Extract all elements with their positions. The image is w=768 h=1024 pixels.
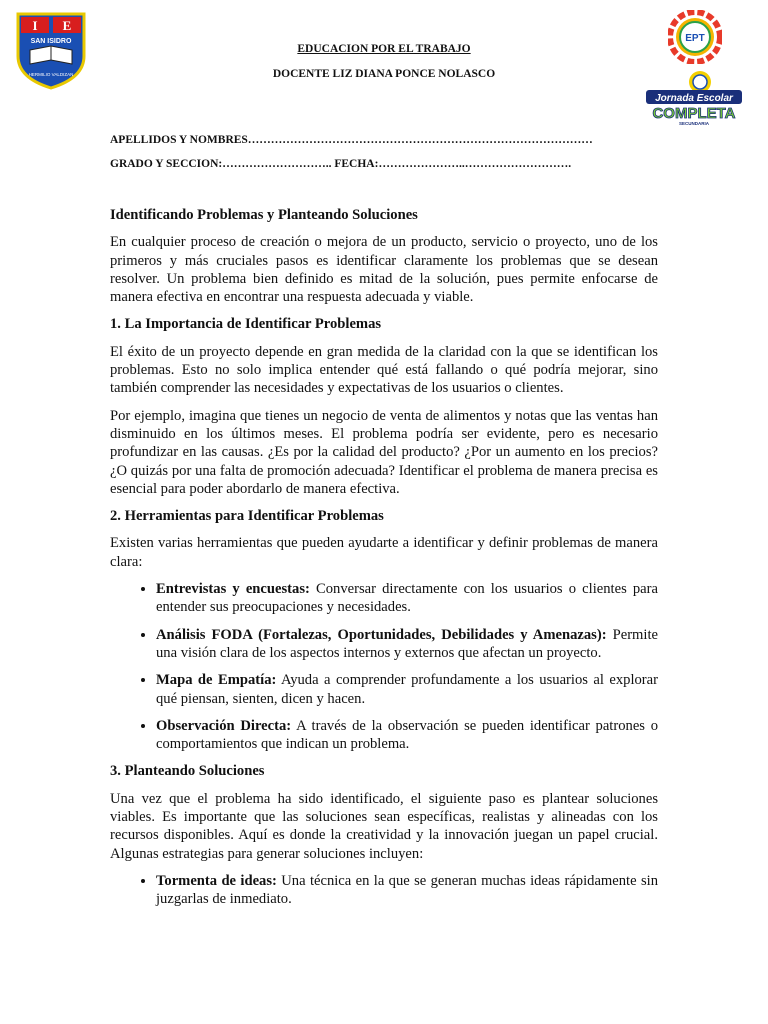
ept-logo	[668, 10, 722, 64]
list-item-head: Observación Directa:	[156, 717, 292, 734]
list-item-head: Entrevistas y encuestas:	[156, 581, 310, 598]
subject-heading: EDUCACION POR EL TRABAJO	[297, 43, 471, 55]
list-item-head: Análisis FODA (Fortalezas, Oportunidades, Debilidades y Amenazas):	[156, 626, 607, 643]
list-item	[156, 626, 658, 663]
tools-list	[110, 580, 658, 753]
list-item	[156, 717, 658, 754]
list-item-text: Permite una visión clara de los aspectos internos y externos que afectan un proyecto.	[156, 626, 658, 661]
intro-paragraph: En cualquier proceso de creación o mejora de un producto, servicio o proyecto, uno de los primeros y más cruciales pasos es identificar claramente los problemas que se desean resolver. Un problema bien definido es mitad de la solución, pues permite enfocarse de manera efectiva en encontrar una respuesta adecuada y viable.	[110, 234, 658, 306]
document-body	[110, 206, 658, 918]
list-item	[156, 872, 658, 909]
jornada-line2: COMPLETA	[652, 105, 736, 122]
crest-school-name: SAN ISIDRO	[30, 38, 72, 45]
strategies-list	[110, 872, 658, 909]
section-2-paragraph: Existen varias herramientas que pueden ayudarte a identificar y definir problemas de manera clara:	[110, 535, 658, 570]
document-title: Identificando Problemas y Planteando Soluciones	[110, 207, 418, 223]
section-1-paragraph: Por ejemplo, imagina que tienes un negocio de venta de alimentos y notas que las ventas han disminuido en los últimos meses. El problema podría ser evidente, pero es necesario profundizar en las causas. ¿Es por la calidad del producto? ¿Por un aumento en los precios? ¿O quizás por una falta de promoción adecuada? Identificar el problema de manera precisa es esencial para poder abordarlo de manera efectiva.	[110, 407, 658, 497]
crest-letter-i: I	[32, 18, 38, 33]
teacher-heading: DOCENTE LIZ DIANA PONCE NOLASCO	[272, 68, 496, 80]
section-1-paragraph: El éxito de un proyecto depende en gran medida de la claridad con la que se identifican los problemas. Esto no solo implica entender qué está fallando o qué podría mejorar, sino también comprender las necesidades y expectativas de los usuarios o clientes.	[110, 343, 658, 397]
list-item-text: Una técnica en la que se generan muchas ideas rápidamente sin juzgarlas de inmediato.	[156, 872, 658, 908]
jornada-line1: Jornada Escolar	[655, 93, 733, 104]
jornada-line3: SECUNDARIA	[678, 121, 710, 126]
section-3-heading: 3. Planteando Soluciones	[110, 763, 265, 780]
section-3-paragraph: Una vez que el problema ha sido identificado, el siguiente paso es plantear soluciones viables. Es importante que las soluciones sean específicas, realistas y alineadas con los recursos disponibles. Aquí es donde la creatividad y la innovación juegan un papel crucial. Algunas estrategias para generar soluciones incluyen:	[110, 790, 658, 862]
grade-date-field: GRADO Y SECCION:……………………….. FECHA:…………………..……………………….	[110, 158, 572, 170]
crest-caption: HERMILIO VALDIZAN	[28, 72, 74, 77]
list-item	[156, 580, 658, 617]
names-field: APELLIDOS Y NOMBRES………………………………………………………………………………	[110, 134, 593, 146]
crest-letter-e: E	[62, 18, 72, 33]
list-item-head: Mapa de Empatía:	[156, 672, 277, 689]
section-1-heading: 1. La Importancia de Identificar Problemas	[110, 316, 382, 333]
list-item	[156, 671, 658, 708]
list-item-text: Conversar directamente con los usuarios o clientes para entender sus preocupaciones y necesidades.	[156, 581, 658, 616]
section-2-heading: 2. Herramientas para Identificar Problemas	[110, 508, 384, 525]
list-item-text: Ayuda a comprender profundamente a los usuarios al explorar qué piensan, sienten, dicen y hacen.	[156, 672, 659, 707]
list-item-text: A través de la observación se pueden identificar patrones o comportamientos que indican un problema.	[156, 717, 658, 753]
ept-logo-text: EPT	[685, 33, 705, 44]
list-item-head: Tormenta de ideas:	[156, 872, 277, 889]
